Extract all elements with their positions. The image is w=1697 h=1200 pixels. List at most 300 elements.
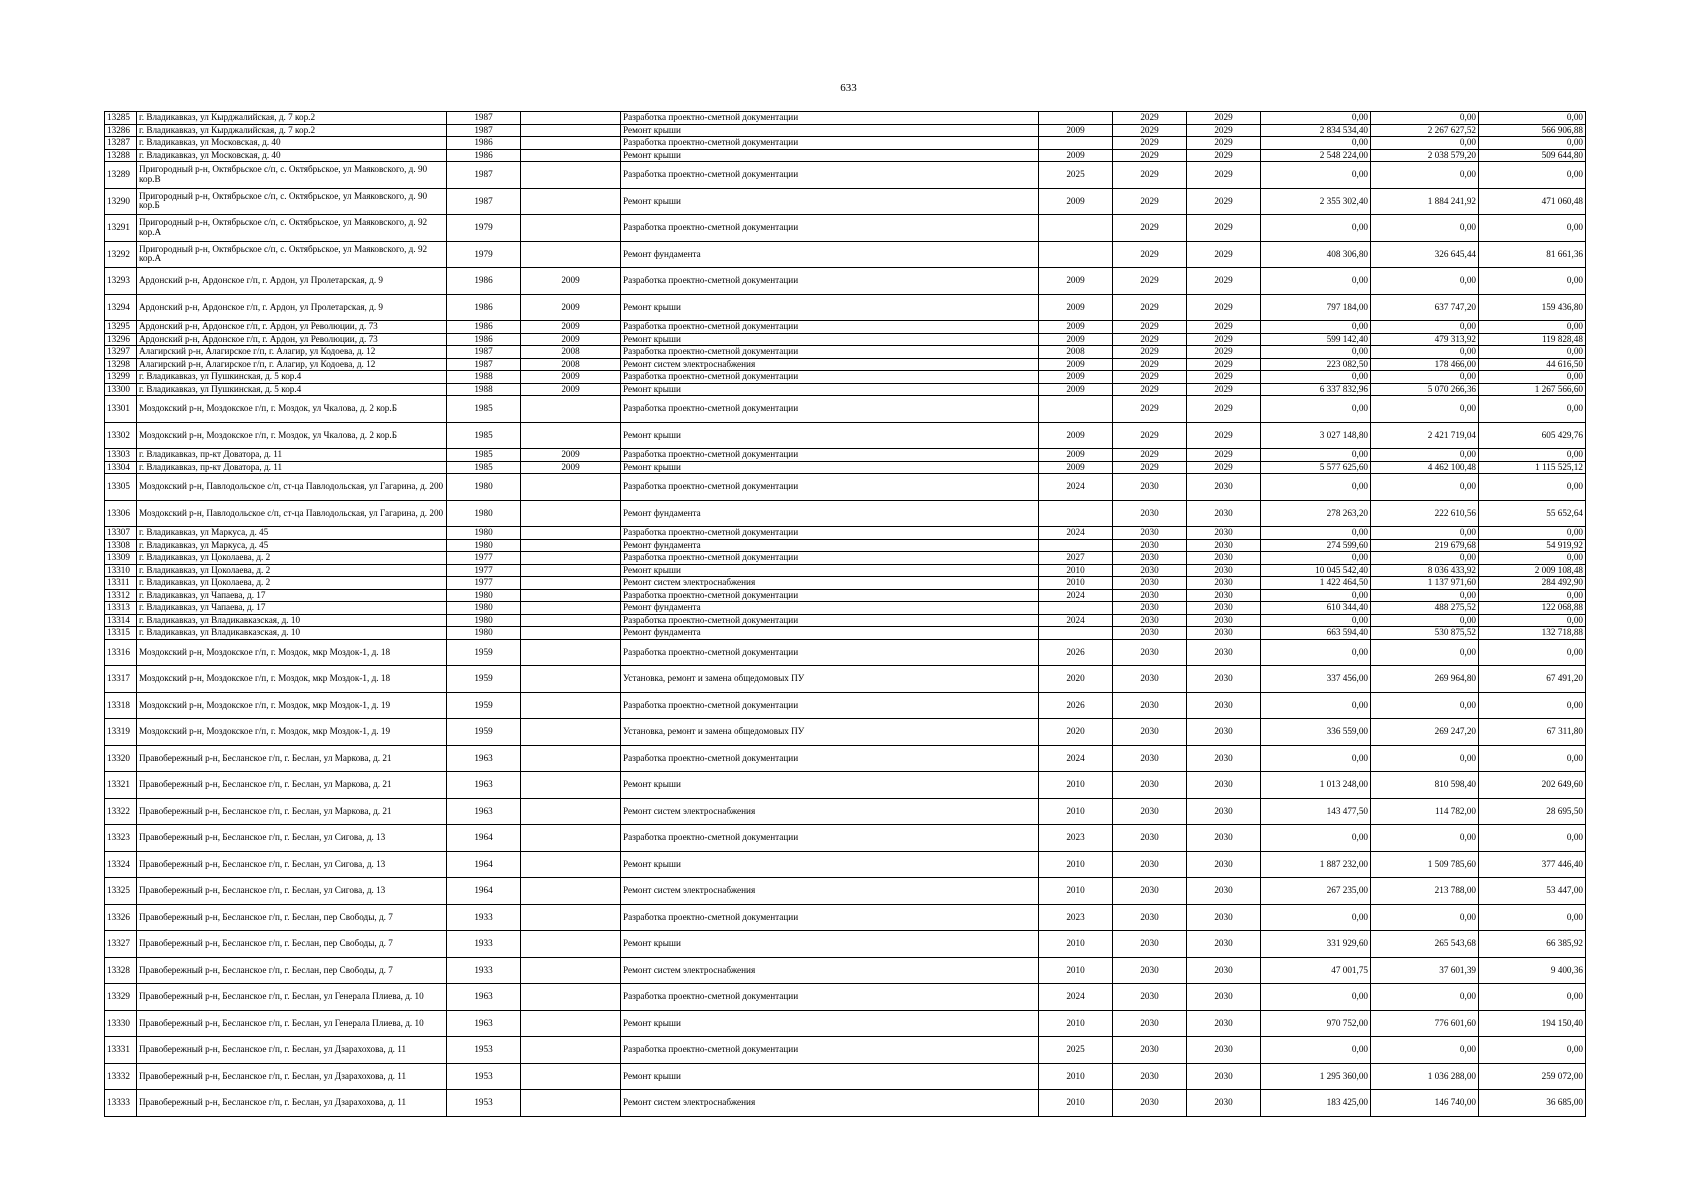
work-type-cell: Ремонт фундамента <box>621 500 1039 527</box>
build-year-cell: 1979 <box>447 241 521 268</box>
prior-year-cell: 2020 <box>1039 666 1113 693</box>
plan-year-start-cell: 2029 <box>1113 215 1187 242</box>
fund-share-cell: 0,00 <box>1371 692 1479 719</box>
total-cost-cell: 47 001,75 <box>1261 957 1371 984</box>
address-cell: г. Владикавказ, ул Цоколаева, д. 2 <box>137 564 447 577</box>
plan-year-end-cell: 2030 <box>1187 957 1261 984</box>
prior-year-cell: 2009 <box>1039 449 1113 462</box>
plan-year-end-cell: 2030 <box>1187 1037 1261 1064</box>
address-cell: Правобережный р-н, Бесланское г/п, г. Беслан, ул Дзарахохова, д. 11 <box>137 1037 447 1064</box>
build-year-cell: 1980 <box>447 627 521 640</box>
last-repair-year-cell: 2009 <box>521 268 621 295</box>
fund-share-cell: 2 267 627,52 <box>1371 124 1479 137</box>
last-repair-year-cell <box>521 666 621 693</box>
last-repair-year-cell <box>521 772 621 799</box>
fund-share-cell: 0,00 <box>1371 346 1479 359</box>
row-id-cell: 13328 <box>105 957 137 984</box>
address-cell: Ардонский р-н, Ардонское г/п, г. Ардон, ул Пролетарская, д. 9 <box>137 294 447 321</box>
fund-share-cell: 0,00 <box>1371 449 1479 462</box>
last-repair-year-cell <box>521 539 621 552</box>
table-row <box>105 527 1586 540</box>
address-cell: г. Владикавказ, пр-кт Доватора, д. 11 <box>137 461 447 474</box>
plan-year-end-cell: 2029 <box>1187 294 1261 321</box>
prior-year-cell: 2010 <box>1039 878 1113 905</box>
work-type-cell: Ремонт систем электроснабжения <box>621 957 1039 984</box>
build-year-cell: 1959 <box>447 719 521 746</box>
plan-year-end-cell: 2030 <box>1187 666 1261 693</box>
row-id-cell: 13298 <box>105 358 137 371</box>
plan-year-end-cell: 2030 <box>1187 527 1261 540</box>
total-cost-cell: 0,00 <box>1261 745 1371 772</box>
prior-year-cell: 2023 <box>1039 904 1113 931</box>
owner-share-cell: 119 828,48 <box>1479 333 1586 346</box>
address-cell: Правобережный р-н, Бесланское г/п, г. Беслан, пер Свободы, д. 7 <box>137 931 447 958</box>
plan-year-start-cell: 2029 <box>1113 449 1187 462</box>
last-repair-year-cell: 2009 <box>521 321 621 334</box>
table-row <box>105 772 1586 799</box>
prior-year-cell: 2023 <box>1039 825 1113 852</box>
plan-year-end-cell: 2029 <box>1187 188 1261 215</box>
build-year-cell: 1988 <box>447 383 521 396</box>
address-cell: г. Владикавказ, ул Цоколаева, д. 2 <box>137 552 447 565</box>
last-repair-year-cell: 2009 <box>521 383 621 396</box>
build-year-cell: 1977 <box>447 577 521 590</box>
total-cost-cell: 274 599,60 <box>1261 539 1371 552</box>
plan-year-start-cell: 2029 <box>1113 333 1187 346</box>
last-repair-year-cell <box>521 474 621 501</box>
fund-share-cell: 0,00 <box>1371 552 1479 565</box>
build-year-cell: 1933 <box>447 957 521 984</box>
fund-share-cell: 0,00 <box>1371 112 1479 125</box>
owner-share-cell: 53 447,00 <box>1479 878 1586 905</box>
build-year-cell: 1988 <box>447 371 521 384</box>
last-repair-year-cell <box>521 1037 621 1064</box>
owner-share-cell: 0,00 <box>1479 371 1586 384</box>
owner-share-cell: 0,00 <box>1479 1037 1586 1064</box>
prior-year-cell <box>1039 602 1113 615</box>
build-year-cell: 1933 <box>447 904 521 931</box>
last-repair-year-cell <box>521 188 621 215</box>
total-cost-cell: 0,00 <box>1261 614 1371 627</box>
last-repair-year-cell <box>521 124 621 137</box>
work-type-cell: Разработка проектно-сметной документации <box>621 371 1039 384</box>
address-cell: г. Владикавказ, ул Чапаева, д. 17 <box>137 602 447 615</box>
total-cost-cell: 5 577 625,60 <box>1261 461 1371 474</box>
table-row <box>105 461 1586 474</box>
total-cost-cell: 1 013 248,00 <box>1261 772 1371 799</box>
last-repair-year-cell <box>521 527 621 540</box>
address-cell: Пригородный р-н, Октябрьское с/п, с. Октябрьское, ул Маяковского, д. 92 кор.А <box>137 241 447 268</box>
row-id-cell: 13303 <box>105 449 137 462</box>
work-type-cell: Установка, ремонт и замена общедомовых ПУ <box>621 719 1039 746</box>
total-cost-cell: 0,00 <box>1261 589 1371 602</box>
prior-year-cell: 2009 <box>1039 124 1113 137</box>
fund-share-cell: 530 875,52 <box>1371 627 1479 640</box>
row-id-cell: 13286 <box>105 124 137 137</box>
plan-year-start-cell: 2029 <box>1113 124 1187 137</box>
work-type-cell: Разработка проектно-сметной документации <box>621 1037 1039 1064</box>
owner-share-cell: 0,00 <box>1479 321 1586 334</box>
fund-share-cell: 222 610,56 <box>1371 500 1479 527</box>
owner-share-cell: 0,00 <box>1479 552 1586 565</box>
address-cell: Моздокский р-н, Павлодольское с/п, ст-ца Павлодольская, ул Гагарина, д. 200 <box>137 500 447 527</box>
owner-share-cell: 54 919,92 <box>1479 539 1586 552</box>
plan-year-end-cell: 2029 <box>1187 149 1261 162</box>
prior-year-cell: 2024 <box>1039 527 1113 540</box>
plan-year-start-cell: 2030 <box>1113 851 1187 878</box>
prior-year-cell: 2009 <box>1039 383 1113 396</box>
work-type-cell: Ремонт крыши <box>621 564 1039 577</box>
plan-year-end-cell: 2029 <box>1187 371 1261 384</box>
total-cost-cell: 0,00 <box>1261 112 1371 125</box>
plan-year-end-cell: 2029 <box>1187 333 1261 346</box>
row-id-cell: 13317 <box>105 666 137 693</box>
work-type-cell: Ремонт крыши <box>621 1063 1039 1090</box>
address-cell: Алагирский р-н, Алагирское г/п, г. Алагир, ул Кодоева, д. 12 <box>137 358 447 371</box>
fund-share-cell: 479 313,92 <box>1371 333 1479 346</box>
fund-share-cell: 213 788,00 <box>1371 878 1479 905</box>
work-type-cell: Разработка проектно-сметной документации <box>621 614 1039 627</box>
fund-share-cell: 2 421 719,04 <box>1371 422 1479 449</box>
prior-year-cell: 2009 <box>1039 358 1113 371</box>
row-id-cell: 13330 <box>105 1010 137 1037</box>
prior-year-cell: 2026 <box>1039 692 1113 719</box>
row-id-cell: 13309 <box>105 552 137 565</box>
owner-share-cell: 1 115 525,12 <box>1479 461 1586 474</box>
work-type-cell: Ремонт крыши <box>621 149 1039 162</box>
owner-share-cell: 0,00 <box>1479 692 1586 719</box>
last-repair-year-cell <box>521 984 621 1011</box>
table-row <box>105 137 1586 150</box>
plan-year-end-cell: 2030 <box>1187 552 1261 565</box>
total-cost-cell: 2 548 224,00 <box>1261 149 1371 162</box>
owner-share-cell: 0,00 <box>1479 825 1586 852</box>
address-cell: г. Владикавказ, пр-кт Доватора, д. 11 <box>137 449 447 462</box>
plan-year-end-cell: 2030 <box>1187 564 1261 577</box>
prior-year-cell: 2009 <box>1039 422 1113 449</box>
owner-share-cell: 509 644,80 <box>1479 149 1586 162</box>
total-cost-cell: 408 306,80 <box>1261 241 1371 268</box>
row-id-cell: 13326 <box>105 904 137 931</box>
plan-year-start-cell: 2030 <box>1113 878 1187 905</box>
fund-share-cell: 810 598,40 <box>1371 772 1479 799</box>
prior-year-cell: 2009 <box>1039 321 1113 334</box>
owner-share-cell: 566 906,88 <box>1479 124 1586 137</box>
table-row <box>105 1063 1586 1090</box>
address-cell: Правобережный р-н, Бесланское г/п, г. Беслан, ул Сигова, д. 13 <box>137 878 447 905</box>
prior-year-cell: 2024 <box>1039 474 1113 501</box>
last-repair-year-cell <box>521 577 621 590</box>
address-cell: Моздокский р-н, Моздокское г/п, г. Моздок, ул Чкалова, д. 2 кор.Б <box>137 396 447 423</box>
work-type-cell: Ремонт фундамента <box>621 539 1039 552</box>
prior-year-cell: 2010 <box>1039 931 1113 958</box>
plan-year-start-cell: 2029 <box>1113 149 1187 162</box>
row-id-cell: 13301 <box>105 396 137 423</box>
work-type-cell: Разработка проектно-сметной документации <box>621 589 1039 602</box>
prior-year-cell: 2024 <box>1039 614 1113 627</box>
build-year-cell: 1953 <box>447 1090 521 1117</box>
owner-share-cell: 28 695,50 <box>1479 798 1586 825</box>
fund-share-cell: 0,00 <box>1371 527 1479 540</box>
address-cell: Алагирский р-н, Алагирское г/п, г. Алагир, ул Кодоева, д. 12 <box>137 346 447 359</box>
last-repair-year-cell <box>521 422 621 449</box>
owner-share-cell: 0,00 <box>1479 449 1586 462</box>
prior-year-cell: 2010 <box>1039 1090 1113 1117</box>
address-cell: Правобережный р-н, Бесланское г/п, г. Беслан, ул Маркова, д. 21 <box>137 745 447 772</box>
prior-year-cell: 2009 <box>1039 149 1113 162</box>
fund-share-cell: 0,00 <box>1371 268 1479 295</box>
last-repair-year-cell: 2009 <box>521 449 621 462</box>
last-repair-year-cell <box>521 627 621 640</box>
total-cost-cell: 0,00 <box>1261 215 1371 242</box>
prior-year-cell: 2009 <box>1039 268 1113 295</box>
last-repair-year-cell <box>521 878 621 905</box>
prior-year-cell: 2010 <box>1039 1010 1113 1037</box>
total-cost-cell: 0,00 <box>1261 984 1371 1011</box>
row-id-cell: 13331 <box>105 1037 137 1064</box>
address-cell: Моздокский р-н, Моздокское г/п, г. Моздок, мкр Моздок-1, д. 19 <box>137 719 447 746</box>
build-year-cell: 1986 <box>447 294 521 321</box>
address-cell: г. Владикавказ, ул Кырджалийская, д. 7 кор.2 <box>137 112 447 125</box>
work-type-cell: Разработка проектно-сметной документации <box>621 474 1039 501</box>
work-type-cell: Разработка проектно-сметной документации <box>621 112 1039 125</box>
build-year-cell: 1985 <box>447 449 521 462</box>
total-cost-cell: 1 422 464,50 <box>1261 577 1371 590</box>
total-cost-cell: 336 559,00 <box>1261 719 1371 746</box>
build-year-cell: 1986 <box>447 268 521 295</box>
fund-share-cell: 0,00 <box>1371 745 1479 772</box>
total-cost-cell: 331 929,60 <box>1261 931 1371 958</box>
fund-share-cell: 2 038 579,20 <box>1371 149 1479 162</box>
row-id-cell: 13294 <box>105 294 137 321</box>
plan-year-end-cell: 2030 <box>1187 602 1261 615</box>
total-cost-cell: 2 355 302,40 <box>1261 188 1371 215</box>
plan-year-start-cell: 2030 <box>1113 614 1187 627</box>
last-repair-year-cell <box>521 215 621 242</box>
prior-year-cell: 2009 <box>1039 333 1113 346</box>
last-repair-year-cell: 2009 <box>521 461 621 474</box>
plan-year-end-cell: 2029 <box>1187 112 1261 125</box>
fund-share-cell: 146 740,00 <box>1371 1090 1479 1117</box>
total-cost-cell: 0,00 <box>1261 527 1371 540</box>
plan-year-start-cell: 2030 <box>1113 984 1187 1011</box>
last-repair-year-cell <box>521 1010 621 1037</box>
plan-year-start-cell: 2030 <box>1113 602 1187 615</box>
owner-share-cell: 36 685,00 <box>1479 1090 1586 1117</box>
plan-year-start-cell: 2029 <box>1113 294 1187 321</box>
address-cell: г. Владикавказ, ул Чапаева, д. 17 <box>137 589 447 602</box>
work-type-cell: Разработка проектно-сметной документации <box>621 825 1039 852</box>
table-row <box>105 745 1586 772</box>
plan-year-end-cell: 2030 <box>1187 539 1261 552</box>
build-year-cell: 1980 <box>447 474 521 501</box>
table-row <box>105 627 1586 640</box>
plan-year-end-cell: 2030 <box>1187 878 1261 905</box>
table-row <box>105 449 1586 462</box>
plan-year-start-cell: 2030 <box>1113 666 1187 693</box>
plan-year-end-cell: 2029 <box>1187 268 1261 295</box>
total-cost-cell: 0,00 <box>1261 692 1371 719</box>
last-repair-year-cell <box>521 162 621 189</box>
owner-share-cell: 0,00 <box>1479 137 1586 150</box>
last-repair-year-cell <box>521 112 621 125</box>
page-number: 633 <box>840 82 857 94</box>
owner-share-cell: 67 311,80 <box>1479 719 1586 746</box>
build-year-cell: 1964 <box>447 878 521 905</box>
work-type-cell: Ремонт систем электроснабжения <box>621 878 1039 905</box>
last-repair-year-cell <box>521 149 621 162</box>
plan-year-end-cell: 2030 <box>1187 474 1261 501</box>
work-type-cell: Ремонт крыши <box>621 124 1039 137</box>
table-row <box>105 719 1586 746</box>
owner-share-cell: 0,00 <box>1479 745 1586 772</box>
owner-share-cell: 66 385,92 <box>1479 931 1586 958</box>
fund-share-cell: 0,00 <box>1371 162 1479 189</box>
plan-year-end-cell: 2030 <box>1187 589 1261 602</box>
last-repair-year-cell <box>521 745 621 772</box>
table-row <box>105 500 1586 527</box>
plan-year-end-cell: 2030 <box>1187 692 1261 719</box>
plan-year-end-cell: 2030 <box>1187 851 1261 878</box>
plan-year-end-cell: 2029 <box>1187 346 1261 359</box>
work-type-cell: Разработка проектно-сметной документации <box>621 692 1039 719</box>
fund-share-cell: 5 070 266,36 <box>1371 383 1479 396</box>
row-id-cell: 13313 <box>105 602 137 615</box>
work-type-cell: Ремонт систем электроснабжения <box>621 577 1039 590</box>
work-type-cell: Разработка проектно-сметной документации <box>621 268 1039 295</box>
work-type-cell: Разработка проектно-сметной документации <box>621 137 1039 150</box>
owner-share-cell: 0,00 <box>1479 527 1586 540</box>
work-type-cell: Разработка проектно-сметной документации <box>621 984 1039 1011</box>
owner-share-cell: 0,00 <box>1479 474 1586 501</box>
prior-year-cell <box>1039 137 1113 150</box>
owner-share-cell: 44 616,50 <box>1479 358 1586 371</box>
plan-year-start-cell: 2029 <box>1113 346 1187 359</box>
table-row <box>105 577 1586 590</box>
work-type-cell: Ремонт крыши <box>621 851 1039 878</box>
table-row <box>105 241 1586 268</box>
last-repair-year-cell <box>521 957 621 984</box>
repair-program-table <box>104 111 1586 1117</box>
work-type-cell: Разработка проектно-сметной документации <box>621 321 1039 334</box>
table-row <box>105 1090 1586 1117</box>
table-row <box>105 1037 1586 1064</box>
work-type-cell: Разработка проектно-сметной документации <box>621 162 1039 189</box>
plan-year-start-cell: 2030 <box>1113 1063 1187 1090</box>
total-cost-cell: 278 263,20 <box>1261 500 1371 527</box>
table-row <box>105 552 1586 565</box>
address-cell: Ардонский р-н, Ардонское г/п, г. Ардон, ул Революции, д. 73 <box>137 321 447 334</box>
row-id-cell: 13333 <box>105 1090 137 1117</box>
plan-year-end-cell: 2029 <box>1187 137 1261 150</box>
build-year-cell: 1980 <box>447 539 521 552</box>
work-type-cell: Ремонт крыши <box>621 422 1039 449</box>
plan-year-start-cell: 2030 <box>1113 474 1187 501</box>
work-type-cell: Разработка проектно-сметной документации <box>621 449 1039 462</box>
work-type-cell: Ремонт систем электроснабжения <box>621 1090 1039 1117</box>
row-id-cell: 13302 <box>105 422 137 449</box>
total-cost-cell: 10 045 542,40 <box>1261 564 1371 577</box>
address-cell: Правобережный р-н, Бесланское г/п, г. Беслан, пер Свободы, д. 7 <box>137 904 447 931</box>
owner-share-cell: 471 060,48 <box>1479 188 1586 215</box>
plan-year-start-cell: 2030 <box>1113 692 1187 719</box>
row-id-cell: 13308 <box>105 539 137 552</box>
build-year-cell: 1980 <box>447 500 521 527</box>
work-type-cell: Ремонт фундамента <box>621 627 1039 640</box>
row-id-cell: 13288 <box>105 149 137 162</box>
build-year-cell: 1963 <box>447 772 521 799</box>
fund-share-cell: 0,00 <box>1371 1037 1479 1064</box>
prior-year-cell: 2008 <box>1039 346 1113 359</box>
fund-share-cell: 488 275,52 <box>1371 602 1479 615</box>
build-year-cell: 1964 <box>447 825 521 852</box>
plan-year-start-cell: 2029 <box>1113 371 1187 384</box>
plan-year-end-cell: 2030 <box>1187 1063 1261 1090</box>
work-type-cell: Ремонт систем электроснабжения <box>621 798 1039 825</box>
plan-year-end-cell: 2029 <box>1187 241 1261 268</box>
plan-year-start-cell: 2030 <box>1113 957 1187 984</box>
table-row <box>105 358 1586 371</box>
last-repair-year-cell <box>521 931 621 958</box>
build-year-cell: 1980 <box>447 527 521 540</box>
fund-share-cell: 0,00 <box>1371 825 1479 852</box>
prior-year-cell: 2024 <box>1039 589 1113 602</box>
address-cell: Правобережный р-н, Бесланское г/п, г. Беслан, ул Генерала Плиева, д. 10 <box>137 1010 447 1037</box>
address-cell: Правобережный р-н, Бесланское г/п, г. Беслан, ул Дзарахохова, д. 11 <box>137 1090 447 1117</box>
total-cost-cell: 6 337 832,96 <box>1261 383 1371 396</box>
plan-year-start-cell: 2030 <box>1113 1010 1187 1037</box>
plan-year-start-cell: 2030 <box>1113 719 1187 746</box>
total-cost-cell: 0,00 <box>1261 449 1371 462</box>
work-type-cell: Ремонт крыши <box>621 188 1039 215</box>
owner-share-cell: 0,00 <box>1479 268 1586 295</box>
row-id-cell: 13321 <box>105 772 137 799</box>
prior-year-cell: 2010 <box>1039 798 1113 825</box>
plan-year-start-cell: 2029 <box>1113 137 1187 150</box>
fund-share-cell: 0,00 <box>1371 396 1479 423</box>
address-cell: Моздокский р-н, Павлодольское с/п, ст-ца Павлодольская, ул Гагарина, д. 200 <box>137 474 447 501</box>
address-cell: Моздокский р-н, Моздокское г/п, г. Моздок, мкр Моздок-1, д. 18 <box>137 666 447 693</box>
table-row <box>105 188 1586 215</box>
work-type-cell: Разработка проектно-сметной документации <box>621 904 1039 931</box>
plan-year-start-cell: 2029 <box>1113 422 1187 449</box>
plan-year-start-cell: 2030 <box>1113 577 1187 590</box>
last-repair-year-cell <box>521 1063 621 1090</box>
row-id-cell: 13296 <box>105 333 137 346</box>
build-year-cell: 1980 <box>447 614 521 627</box>
plan-year-start-cell: 2030 <box>1113 527 1187 540</box>
prior-year-cell: 2009 <box>1039 461 1113 474</box>
plan-year-start-cell: 2030 <box>1113 589 1187 602</box>
last-repair-year-cell <box>521 719 621 746</box>
build-year-cell: 1980 <box>447 589 521 602</box>
total-cost-cell: 0,00 <box>1261 396 1371 423</box>
owner-share-cell: 132 718,88 <box>1479 627 1586 640</box>
plan-year-start-cell: 2030 <box>1113 539 1187 552</box>
row-id-cell: 13306 <box>105 500 137 527</box>
last-repair-year-cell <box>521 241 621 268</box>
table-row <box>105 798 1586 825</box>
owner-share-cell: 0,00 <box>1479 396 1586 423</box>
address-cell: Правобережный р-н, Бесланское г/п, г. Беслан, ул Сигова, д. 13 <box>137 825 447 852</box>
fund-share-cell: 178 466,00 <box>1371 358 1479 371</box>
total-cost-cell: 0,00 <box>1261 268 1371 295</box>
plan-year-start-cell: 2029 <box>1113 358 1187 371</box>
plan-year-start-cell: 2029 <box>1113 321 1187 334</box>
table-row <box>105 321 1586 334</box>
fund-share-cell: 0,00 <box>1371 904 1479 931</box>
row-id-cell: 13304 <box>105 461 137 474</box>
